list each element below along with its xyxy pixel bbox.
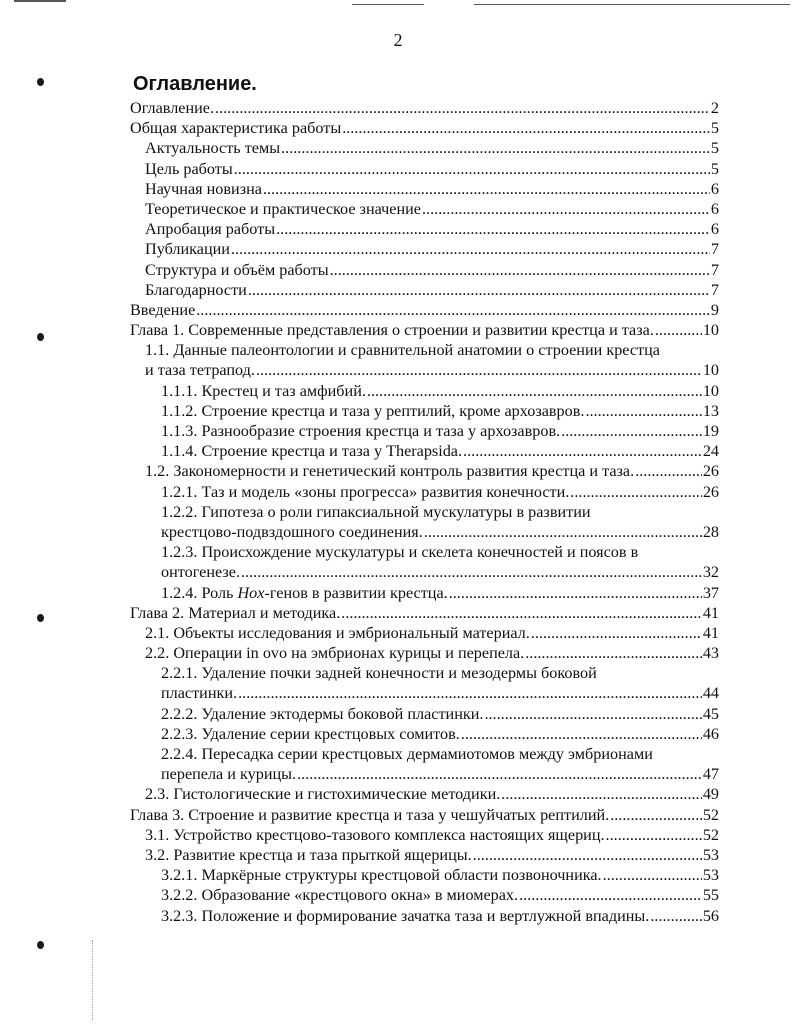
toc-entry-title: Научная новизна: [145, 179, 262, 198]
toc-entry[interactable]: [130, 360, 719, 380]
dot-leader: [650, 906, 701, 926]
toc-page-number: 53: [702, 845, 719, 864]
toc-page-number: 43: [702, 644, 719, 663]
toc-entry-title: Теоретическое и практическое значение: [145, 199, 421, 218]
toc-entry[interactable]: [130, 825, 719, 845]
toc-entry[interactable]: [130, 562, 719, 582]
toc-entry-title: 3.2.3. Положение и формирование зачатка таза и вертлужной впадины.: [161, 906, 650, 925]
toc-entry-title: пластинки.: [161, 684, 238, 703]
toc-entry[interactable]: [130, 159, 719, 179]
toc-entry[interactable]: [130, 118, 719, 138]
toc-page-number: 26: [702, 482, 719, 501]
toc-page-number: 41: [702, 623, 719, 642]
toc-page-number: 45: [702, 704, 719, 723]
dot-leader: [422, 199, 710, 219]
toc-entry-title: 2.2.2. Удаление эктодермы боковой пластинки.: [161, 704, 484, 723]
toc-entry-title: Глава 2. Материал и методика.: [130, 603, 341, 622]
dot-leader: [196, 300, 710, 320]
toc-entry[interactable]: [130, 219, 719, 239]
toc-page-number: 7: [710, 260, 719, 279]
dot-leader: [276, 219, 710, 239]
dot-leader: [281, 138, 710, 158]
dot-leader: [561, 421, 702, 441]
toc-entry-title: 2.2.3. Удаление серии крестцовых сомитов.: [161, 724, 460, 743]
toc-entry[interactable]: [130, 421, 719, 441]
toc-entry-title: Оглавление.: [130, 99, 215, 117]
toc-page-number: 2: [710, 99, 719, 117]
dot-leader: [297, 764, 702, 784]
toc-page-number: 24: [702, 442, 719, 461]
toc-page-number: 10: [702, 321, 719, 340]
toc-entry[interactable]: [130, 300, 719, 320]
toc-page-number: 6: [710, 179, 719, 198]
dot-leader: [519, 885, 702, 905]
toc-page-number: 5: [710, 119, 719, 138]
toc-page-number: 41: [702, 603, 719, 622]
dot-leader: [585, 401, 701, 421]
dot-leader: [531, 623, 702, 643]
toc-entry[interactable]: [130, 603, 719, 623]
scan-speck-marks: [92, 940, 95, 1020]
dot-leader: [461, 724, 702, 744]
toc-page-number: 56: [702, 906, 719, 925]
dot-leader: [449, 583, 702, 603]
toc-entry-first-line: 2.2.4. Пересадка серии крестцовых дермамиотомов между эмбрионами: [161, 745, 653, 763]
binding-hole-mark: [37, 78, 44, 86]
toc-entry[interactable]: [130, 784, 719, 804]
toc-page-number: 6: [710, 220, 719, 239]
toc-entry-title: 1.2.1. Таз и модель «зоны прогресса» развития конечности.: [161, 482, 570, 501]
toc-entry-title: онтогенезе.: [161, 563, 240, 582]
dot-leader: [473, 845, 702, 865]
scan-edge-mark: [14, 0, 66, 2]
toc-entry[interactable]: [130, 845, 719, 865]
toc-page-number: 53: [702, 866, 719, 885]
toc-entry[interactable]: [130, 623, 719, 643]
dot-leader: [231, 239, 710, 259]
toc-entry-first-line: 1.2.3. Происхождение мускулатуры и скелета конечностей и поясов в: [161, 543, 639, 562]
toc-entry[interactable]: [130, 239, 719, 259]
toc-entry[interactable]: [130, 683, 719, 703]
dot-leader: [367, 381, 702, 401]
toc-page-number: 26: [702, 462, 719, 481]
toc-entry[interactable]: [130, 179, 719, 199]
toc-entry-title: 1.1.4. Строение крестца и таза у Therapsida.: [161, 442, 463, 461]
toc-entry-title: 3.2. Развитие крестца и таза прыткой ящерицы.: [145, 845, 472, 864]
dot-leader: [248, 280, 710, 300]
toc-page-number: 7: [710, 280, 719, 299]
dot-leader: [341, 603, 702, 623]
toc-entry[interactable]: [130, 320, 719, 340]
toc-page-number: 55: [702, 886, 719, 905]
toc-entry[interactable]: [130, 98, 719, 118]
toc-entry-title: Благодарности: [145, 280, 247, 299]
toc-entry[interactable]: [130, 280, 719, 300]
toc-page-number: 5: [710, 139, 719, 158]
toc-entry[interactable]: [130, 583, 719, 603]
dot-leader: [263, 179, 710, 199]
dot-leader: [570, 482, 702, 502]
scan-edge-mark: [474, 4, 790, 5]
table-of-contents: [130, 98, 719, 926]
toc-entry-first-line: 2.2.1. Удаление почки задней конечности и мезодермы боковой: [161, 664, 597, 683]
toc-entry-title: и таза тетрапод.: [145, 361, 255, 380]
toc-page-number: 19: [702, 422, 719, 440]
toc-entry[interactable]: [130, 643, 719, 663]
toc-entry[interactable]: [130, 199, 719, 219]
toc-entry-title: Апробация работы: [145, 220, 276, 239]
toc-entry-first-line: 1.2.2. Гипотеза о роли гипаксиальной мускулатуры в развитии: [161, 502, 591, 521]
dot-leader: [238, 683, 702, 703]
dot-leader: [525, 643, 702, 663]
dot-leader: [241, 562, 702, 582]
toc-entry[interactable]: [130, 865, 719, 885]
scan-edge-mark: [352, 4, 424, 5]
dot-leader: [463, 441, 702, 461]
toc-entry-title: 1.1.1. Крестец и таз амфибий.: [161, 381, 366, 400]
toc-page-number: 10: [702, 361, 719, 380]
toc-entry[interactable]: [130, 260, 719, 280]
toc-entry[interactable]: [130, 764, 719, 784]
toc-entry-first-line: 1.1. Данные палеонтологии и сравнительной анатомии о строении крестца: [145, 341, 660, 360]
dot-leader: [342, 118, 710, 138]
dot-leader: [606, 825, 702, 845]
toc-entry[interactable]: [130, 482, 719, 502]
toc-page-number: 47: [702, 765, 719, 784]
toc-entry-title: 2.2. Операции in ovo на эмбрионах курицы и перепела.: [145, 644, 525, 663]
toc-entry-title: 1.2.4. Роль Hox-генов в развитии крестца.: [161, 583, 448, 602]
dot-leader: [484, 704, 701, 724]
dot-leader: [234, 159, 710, 179]
toc-page-number: 37: [702, 583, 719, 602]
dot-leader: [501, 784, 702, 804]
toc-entry-title: 1.1.3. Разнообразие строения крестца и таза у архозавров.: [161, 422, 561, 440]
toc-page-number: 28: [702, 522, 719, 541]
binding-hole-mark: [37, 614, 44, 622]
dot-leader: [256, 360, 702, 380]
dot-leader: [603, 865, 702, 885]
toc-entry[interactable]: [130, 805, 719, 825]
toc-entry-title: Цель работы: [145, 159, 233, 178]
toc-entry-title: 1.2. Закономерности и генетический контроль развития крестца и таза.: [145, 462, 635, 481]
toc-entry-title: Общая характеристика работы: [130, 119, 342, 138]
toc-page-number: 44: [702, 684, 719, 703]
toc-entry[interactable]: [130, 885, 719, 905]
toc-entry-title: Глава 3. Строение и развитие крестца и таза у чешуйчатых рептилий.: [130, 805, 610, 824]
toc-entry-title: Глава 1. Современные представления о строении и развитии крестца и таза.: [130, 321, 654, 340]
toc-page-number: 7: [710, 240, 719, 259]
toc-entry-title: Актуальность темы: [145, 139, 281, 158]
dot-leader: [424, 522, 702, 542]
toc-entry[interactable]: [130, 724, 719, 744]
dot-leader: [655, 320, 702, 340]
toc-entry[interactable]: [130, 906, 719, 926]
toc-page-number: 5: [710, 159, 719, 178]
toc-entry-title: Введение: [130, 300, 196, 319]
page-number: 2: [393, 30, 403, 50]
toc-page-number: 46: [702, 724, 719, 743]
toc-entry[interactable]: [130, 704, 719, 724]
toc-page-number: 10: [702, 381, 719, 400]
toc-heading: Оглавление.: [133, 73, 257, 95]
toc-entry-title: 2.1. Объекты исследования и эмбриональный материал.: [145, 623, 530, 642]
toc-page-number: 52: [702, 805, 719, 824]
dot-leader: [330, 260, 710, 280]
toc-entry-title: 3.2.2. Образование «крестцового окна» в миомерах.: [161, 886, 519, 905]
toc-entry-title: 1.1.2. Строение крестца и таза у рептилий, кроме архозавров.: [161, 401, 585, 420]
toc-entry[interactable]: [130, 461, 719, 481]
binding-hole-mark: [37, 941, 44, 949]
dot-leader: [215, 98, 710, 118]
toc-entry-title: 3.1. Устройство крестцово-тазового комплекса настоящих ящериц.: [145, 825, 605, 844]
toc-entry-title: 3.2.1. Маркёрные структуры крестцовой области позвоночника.: [161, 866, 602, 885]
toc-entry[interactable]: [130, 381, 719, 401]
binding-hole-mark: [37, 333, 44, 341]
dot-leader: [610, 805, 702, 825]
toc-entry-title: Структура и объём работы: [145, 260, 329, 279]
toc-entry[interactable]: [130, 441, 719, 461]
toc-page-number: 52: [702, 825, 719, 844]
toc-page-number: 49: [702, 785, 719, 804]
toc-page-number: 13: [702, 401, 719, 420]
toc-entry-title: 2.3. Гистологические и гистохимические методики.: [145, 785, 501, 804]
toc-entry-title: перепела и курицы.: [161, 765, 297, 784]
toc-entry[interactable]: [130, 138, 719, 158]
toc-entry-title: Публикации: [145, 240, 230, 259]
toc-page-number: 6: [710, 199, 719, 218]
toc-entry-title: крестцово-подвздошного соединения.: [161, 522, 423, 541]
dot-leader: [635, 461, 702, 481]
toc-entry[interactable]: [130, 522, 719, 542]
toc-page-number: 9: [710, 300, 719, 319]
toc-page-number: 32: [702, 563, 719, 582]
toc-entry[interactable]: [130, 401, 719, 421]
